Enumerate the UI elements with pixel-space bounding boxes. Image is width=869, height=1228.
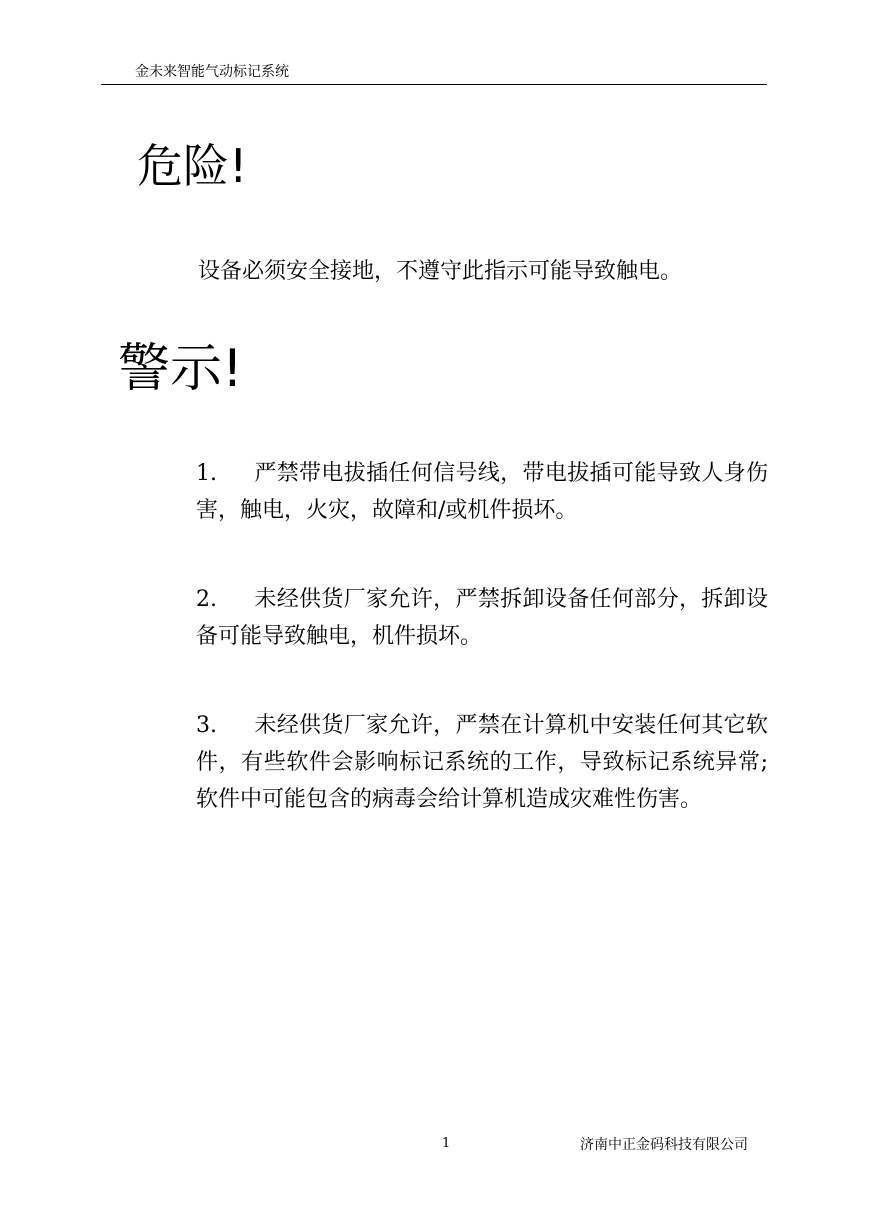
warning-item-number: 1.	[196, 461, 217, 486]
warning-item-text: 未经供货厂家允许，严禁在计算机中安装任何其它软件，有些软件会影响标记系统的工作，导致标记系统异常; 软件中可能包含的病毒会给计算机造成灾难性伤害。	[196, 713, 768, 812]
header-divider	[101, 84, 767, 85]
warning-list	[196, 455, 768, 818]
warning-item-number: 3.	[196, 713, 217, 738]
page-number: 1	[442, 1136, 451, 1151]
warning-item-text: 未经供货厂家允许，严禁拆卸设备任何部分，拆卸设备可能导致触电，机件损坏。	[196, 587, 768, 649]
danger-text: 设备必须安全接地，不遵守此指示可能导致触电。	[198, 259, 683, 284]
running-header-title: 金未来智能气动标记系统	[135, 64, 289, 80]
warning-item-1	[196, 455, 768, 529]
warning-item-text: 严禁带电拔插任何信号线，带电拔插可能导致人身伤害，触电，火灾，故障和/或机件损坏。	[196, 461, 768, 523]
footer-company-name: 济南中正金码科技有限公司	[580, 1137, 748, 1153]
danger-heading: 危险!	[137, 139, 248, 193]
warning-item-2	[196, 581, 768, 655]
warning-heading: 警示!	[118, 339, 243, 399]
warning-item-3	[196, 707, 768, 818]
warning-item-number: 2.	[196, 587, 217, 612]
